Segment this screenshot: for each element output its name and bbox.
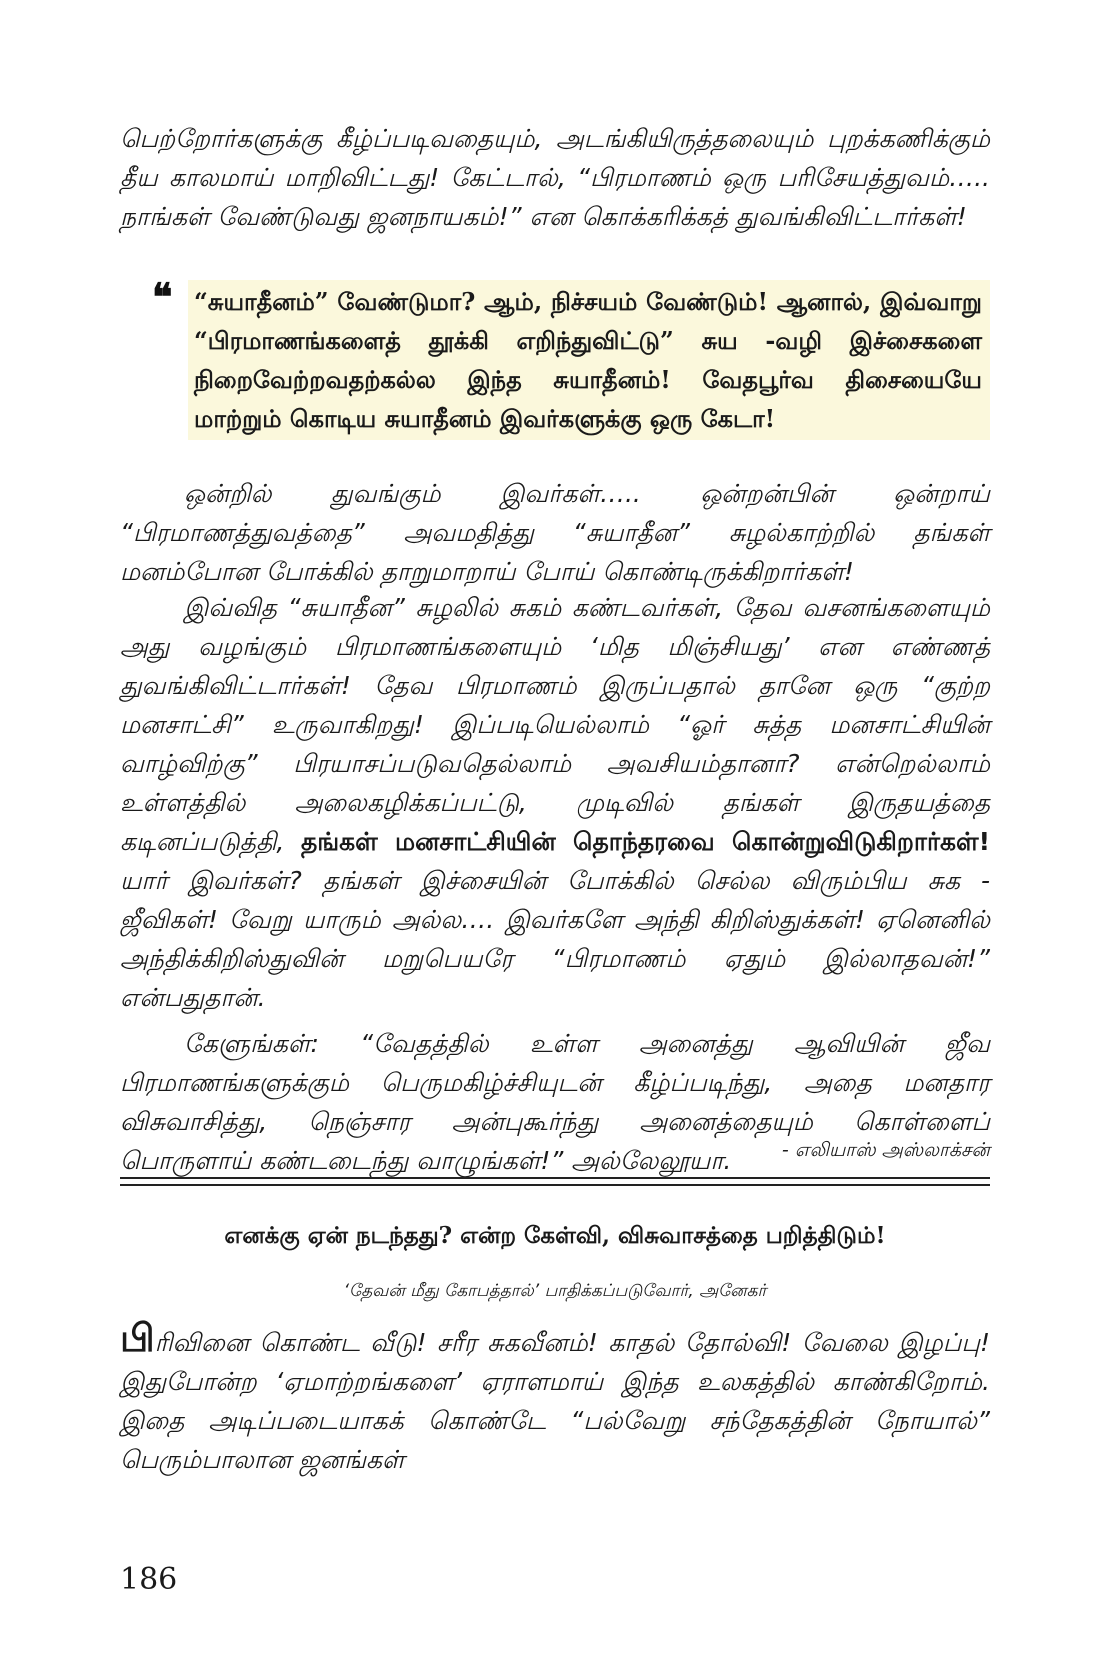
article-2-paragraph-1 — [120, 1315, 990, 1479]
paragraph-3-bold: தங்கள் மனசாட்சியின் தொந்தரவை கொன்றுவிடுகிறார்கள்! — [300, 827, 990, 856]
article-subtitle: ‘தேவன் மீது கோபத்தால்’ பாதிக்கப்படுவோர், அனேகர் — [343, 1281, 767, 1301]
article-2-paragraph-1-text: ரிவினை கொண்ட வீடு! சரீர சுகவீனம்! காதல் தோல்வி! வேலை இழப்பு! இதுபோன்ற ‘ஏமாற்றங்களை’ ஏராளமாய் இந்த உலகத்தில் காண்கிறோம். இதை அடிப்படையாகக் கொண்டே “பல்வேறு சந்தேகத்தின் நோயால்” பெரும்பாலான ஜனங்கள் — [120, 1328, 990, 1474]
pull-quote-text — [188, 280, 990, 440]
author-signature: - எலியாஸ் அஸ்லாக்சன் — [781, 1139, 990, 1161]
section-divider-bottom — [120, 1184, 990, 1186]
quote-mark-icon: ❝ — [152, 274, 173, 319]
section-divider-top — [120, 1177, 990, 1179]
page-number: 186 — [120, 1562, 178, 1597]
paragraph-3-part-b: யார் இவர்கள்? தங்கள் இச்சையின் போக்கில் செல்ல விரும்பிய சுக - ஜீவிகள்! வேறு யாரும் அல்ல…. இவர்களே அந்தி கிறிஸ்துக்கள்! ஏனெனில் அந்திக்கிறிஸ்துவின் மறுபெயரே “பிரமாணம் ஏதும் இல்லாதவன்!” என்பதுதான். — [120, 866, 990, 1012]
drop-cap: பி — [120, 1315, 155, 1360]
pull-quote-text-b: இவ்வாறு “பிரமாணங்களைத் தூக்கி எறிந்துவிட்டு” சுய -வழி இச்சைகளை நிறைவேற்றவதற்கல்ல இந்த சுயாதீனம்! வேதபூர்வ திசையையே மாற்றும் கொடிய சுயாதீனம் இவர்களுக்கு ஒரு கேடா! — [194, 287, 982, 433]
paragraph-2: ஒன்றில் துவங்கும் இவர்கள்….. ஒன்றன்பின் ஒன்றாய் “பிரமாணத்துவத்தை” அவமதித்து “சுயாதீன” சுழல்காற்றில் தங்கள் மனம்போன போக்கில் தாறுமாறாய் போய் கொண்டிருக்கிறார்கள்! — [120, 479, 990, 586]
paragraph-3-part-a: இவ்வித “சுயாதீன” சுழலில் சுகம் கண்டவர்கள், தேவ வசனங்களையும் அது வழங்கும் பிரமாணங்களையும் ‘மித மிஞ்சியது’ என எண்ணத் துவங்கிவிட்டார்கள்! தேவ பிரமாணம் இருப்பதால் தானே ஒரு “குற்ற மனசாட்சி” உருவாகிறது! இப்படியெல்லாம் “ஓர் சுத்த மனசாட்சியின் வாழ்விற்கு” பிரயாசப்படுவதெல்லாம் அவசியம்தானா? என்றெல்லாம் உள்ளத்தில் அலைகழிக்கப்பட்டு, முடிவில் தங்கள் இருதயத்தை கடினப்படுத்தி, — [120, 593, 990, 856]
paragraph-4: கேளுங்கள்: “வேதத்தில் உள்ள அனைத்து ஆவியின் ஜீவ பிரமாணங்களுக்கும் பெருமகிழ்ச்சியுடன் கீழ்ப்படிந்து, அதை மனதார விசுவாசித்து, நெஞ்சார அன்புகூர்ந்து அனைத்தையும் கொள்ளைப் பொருளாய் கண்டடைந்து வாழுங்கள்!” அல்லேலூயா. — [120, 1029, 990, 1175]
paragraph-1: பெற்றோர்களுக்கு கீழ்ப்படிவதையும், அடங்கியிருத்தலையும் புறக்கணிக்கும் தீய காலமாய் மாறிவிட்டது! கேட்டால், “பிரமாணம் ஒரு பரிசேயத்துவம்….. நாங்கள் வேண்டுவது ஜனநாயகம்!” என கொக்கரிக்கத் துவங்கிவிட்டார்கள்! — [120, 124, 990, 231]
paragraph-3 — [120, 588, 990, 1017]
pull-quote-text-a: “சுயாதீனம்” வேண்டுமா? ஆம், நிச்சயம் வேண்டும்! ஆனால், — [194, 287, 881, 316]
pull-quote — [152, 274, 990, 440]
article-headline: எனக்கு ஏன் நடந்தது? என்ற கேள்வி, விசுவாசத்தை பறித்திடும்! — [224, 1222, 886, 1249]
